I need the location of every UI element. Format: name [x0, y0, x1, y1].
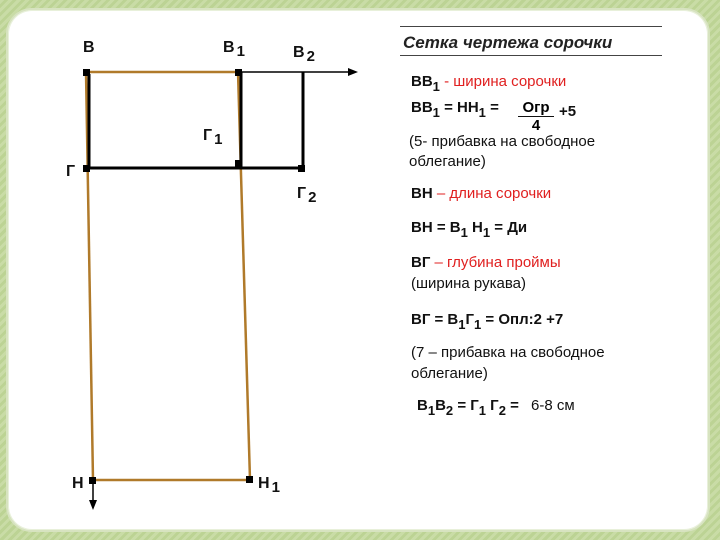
- note-length-formula: ВН = В1 Н1 = Ди: [411, 219, 528, 240]
- arrow-right-icon: [348, 68, 358, 76]
- label-g1: Г 1: [203, 127, 223, 148]
- label-g2: Г 2: [297, 185, 317, 206]
- point-h1-marker: [246, 476, 253, 483]
- fraction-denominator: 4: [531, 117, 541, 134]
- label-h1: Н 1: [258, 475, 280, 496]
- point-g-marker: [83, 165, 90, 172]
- point-b-marker: [83, 69, 90, 76]
- note-armhole: ВГ – глубина проймы: [411, 254, 561, 271]
- label-b: В: [83, 39, 95, 56]
- fraction-plus: +5: [559, 103, 577, 120]
- point-g2-marker: [298, 165, 305, 172]
- page-title: Сетка чертежа сорочки: [403, 33, 613, 52]
- note-allowance-2-line1: (7 – прибавка на свободное: [411, 344, 605, 361]
- fraction-numerator: Огр: [518, 100, 554, 117]
- label-b2: В 2: [293, 44, 315, 65]
- point-h-marker: [89, 477, 96, 484]
- note-width-formula: ВВ1 = НН1 =: [411, 99, 499, 120]
- note-allowance-1-line1: (5- прибавка на свободное: [409, 133, 596, 150]
- note-sleeve-width: (ширина рукава): [411, 275, 526, 292]
- label-g: Г: [66, 163, 76, 180]
- note-length: ВН – длина сорочки: [411, 185, 552, 202]
- point-b1-marker: [235, 69, 242, 76]
- title-rule-top: [400, 26, 662, 27]
- label-h: Н: [72, 475, 84, 492]
- arrow-down-icon: [89, 500, 97, 510]
- point-g1-marker: [235, 160, 242, 167]
- note-allowance-2-line2: облегание): [411, 365, 488, 382]
- note-armhole-formula: ВГ = В1Г1 = Опл:2 +7: [411, 311, 564, 332]
- title-rule-bottom: [400, 55, 662, 56]
- note-allowance-1-line2: облегание): [409, 153, 486, 170]
- label-b1: В 1: [223, 39, 245, 60]
- note-b1b2-formula: В1В2 = Г1 Г2 = 6-8 см: [417, 397, 575, 418]
- note-width: ВВ1 - ширина сорочки: [411, 73, 567, 94]
